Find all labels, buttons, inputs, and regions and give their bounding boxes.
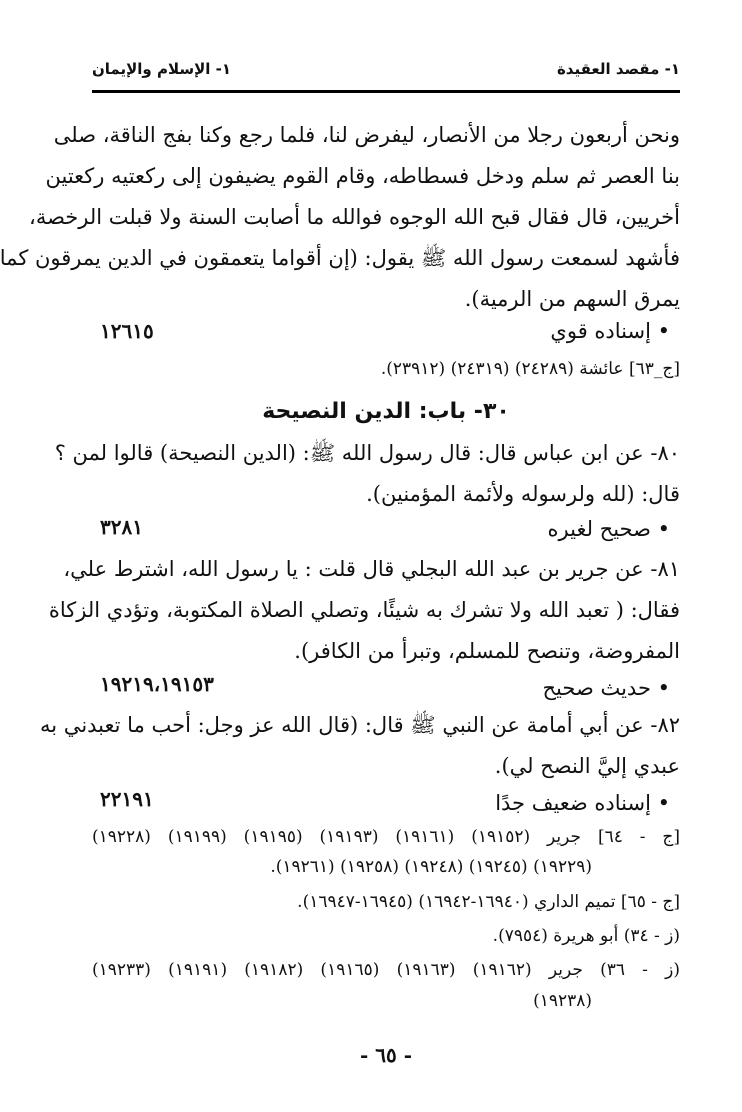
text-line: ٨٢- عن أبي أمامة عن النبي ﷺ قال: (قال الله عز وجل: أحب ما تعبدني به (40, 713, 680, 737)
text-line: ٨٠- عن ابن عباس قال: قال رسول الله ﷺ: (الدين النصيحة) قالوا لمن ؟ (54, 441, 680, 465)
text-line: المفروضة، وتنصح للمسلم، وتبرأ من الكافر). (294, 639, 680, 663)
text-line: أخريين، قال فقال قبح الله الوجوه فوالله ما أصابت السنة ولا قبلت الرخصة، (29, 205, 680, 229)
grade-label: • إسناده قوي (550, 319, 670, 343)
reference-line: (ز - ٣٦) جرير (١٩١٦٢) (١٩١٦٣) (١٩١٦٥) (١٩١٨٢) (١٩١٩١) (١٩٢٣٣) (92, 960, 680, 980)
reference-line: (ز - ٣٤) أبو هريرة (٧٩٥٤). (492, 926, 680, 946)
text-line: فقال: ( تعبد الله ولا تشرك به شيئًا، وتصلي الصلاة المكتوبة، وتؤدي الزكاة (48, 598, 680, 622)
header-chapter-title: ١- الإسلام والإيمان (92, 60, 232, 78)
header-section-title: ١- مقصد العقيدة (556, 60, 680, 78)
grade-label: • إسناده ضعيف جدًا (495, 791, 670, 815)
text-line: يمرق السهم من الرمية). (464, 287, 680, 311)
hadith-number: ١٢٦١٥ (100, 319, 154, 343)
page-number: - ٦٥ - (359, 1043, 412, 1067)
header-rule (92, 90, 680, 93)
reference-line: (١٩٢٣٨) (533, 991, 592, 1011)
chapter-title: ٣٠- باب: الدين النصيحة (262, 399, 510, 424)
grade-label: • صحيح لغيره (547, 517, 670, 541)
reference-line: [ج_٦٣] عائشة (٢٤٢٨٩) (٢٤٣١٩) (٢٣٩١٢). (380, 359, 680, 379)
text-line: ٨١- عن جرير بن عبد الله البجلي قال قلت : يا رسول الله، اشترط علي، (63, 557, 680, 581)
text-line: قال: (لله ولرسوله ولأئمة المؤمنين). (366, 482, 680, 506)
text-line: فأشهد لسمعت رسول الله ﷺ يقول: (إن أقواما يتعمقون في الدين يمرقون كما (0, 246, 680, 270)
reference-line: [ج - ٦٥] تميم الداري (١٦٩٤٠-١٦٩٤٢) (١٦٩٤٥-١٦٩٤٧). (297, 892, 680, 912)
hadith-number: ١٩٢١٩،١٩١٥٣ (100, 672, 214, 696)
text-line: عبدي إليَّ النصح لي). (494, 754, 680, 778)
running-header (92, 60, 680, 86)
reference-line: [ج - ٦٤] جرير (١٩١٥٢) (١٩١٦١) (١٩١٩٣) (١٩١٩٥) (١٩١٩٩) (١٩٢٢٨) (92, 827, 681, 847)
hadith-number: ٢٢١٩١ (100, 787, 154, 811)
reference-line: (١٩٢٢٩) (١٩٢٤٥) (١٩٢٤٨) (١٩٢٥٨) (١٩٢٦١). (270, 857, 592, 877)
text-line: بنا العصر ثم سلم ودخل فسطاطه، وقام القوم يضيفون إلى ركعتيه ركعتين (45, 164, 680, 188)
hadith-number: ٣٢٨١ (100, 515, 143, 539)
grade-label: • حديث صحيح (542, 676, 670, 700)
text-line: ونحن أربعون رجلا من الأنصار، ليفرض لنا، فلما رجع وكنا بفج الناقة، صلى (53, 123, 680, 147)
